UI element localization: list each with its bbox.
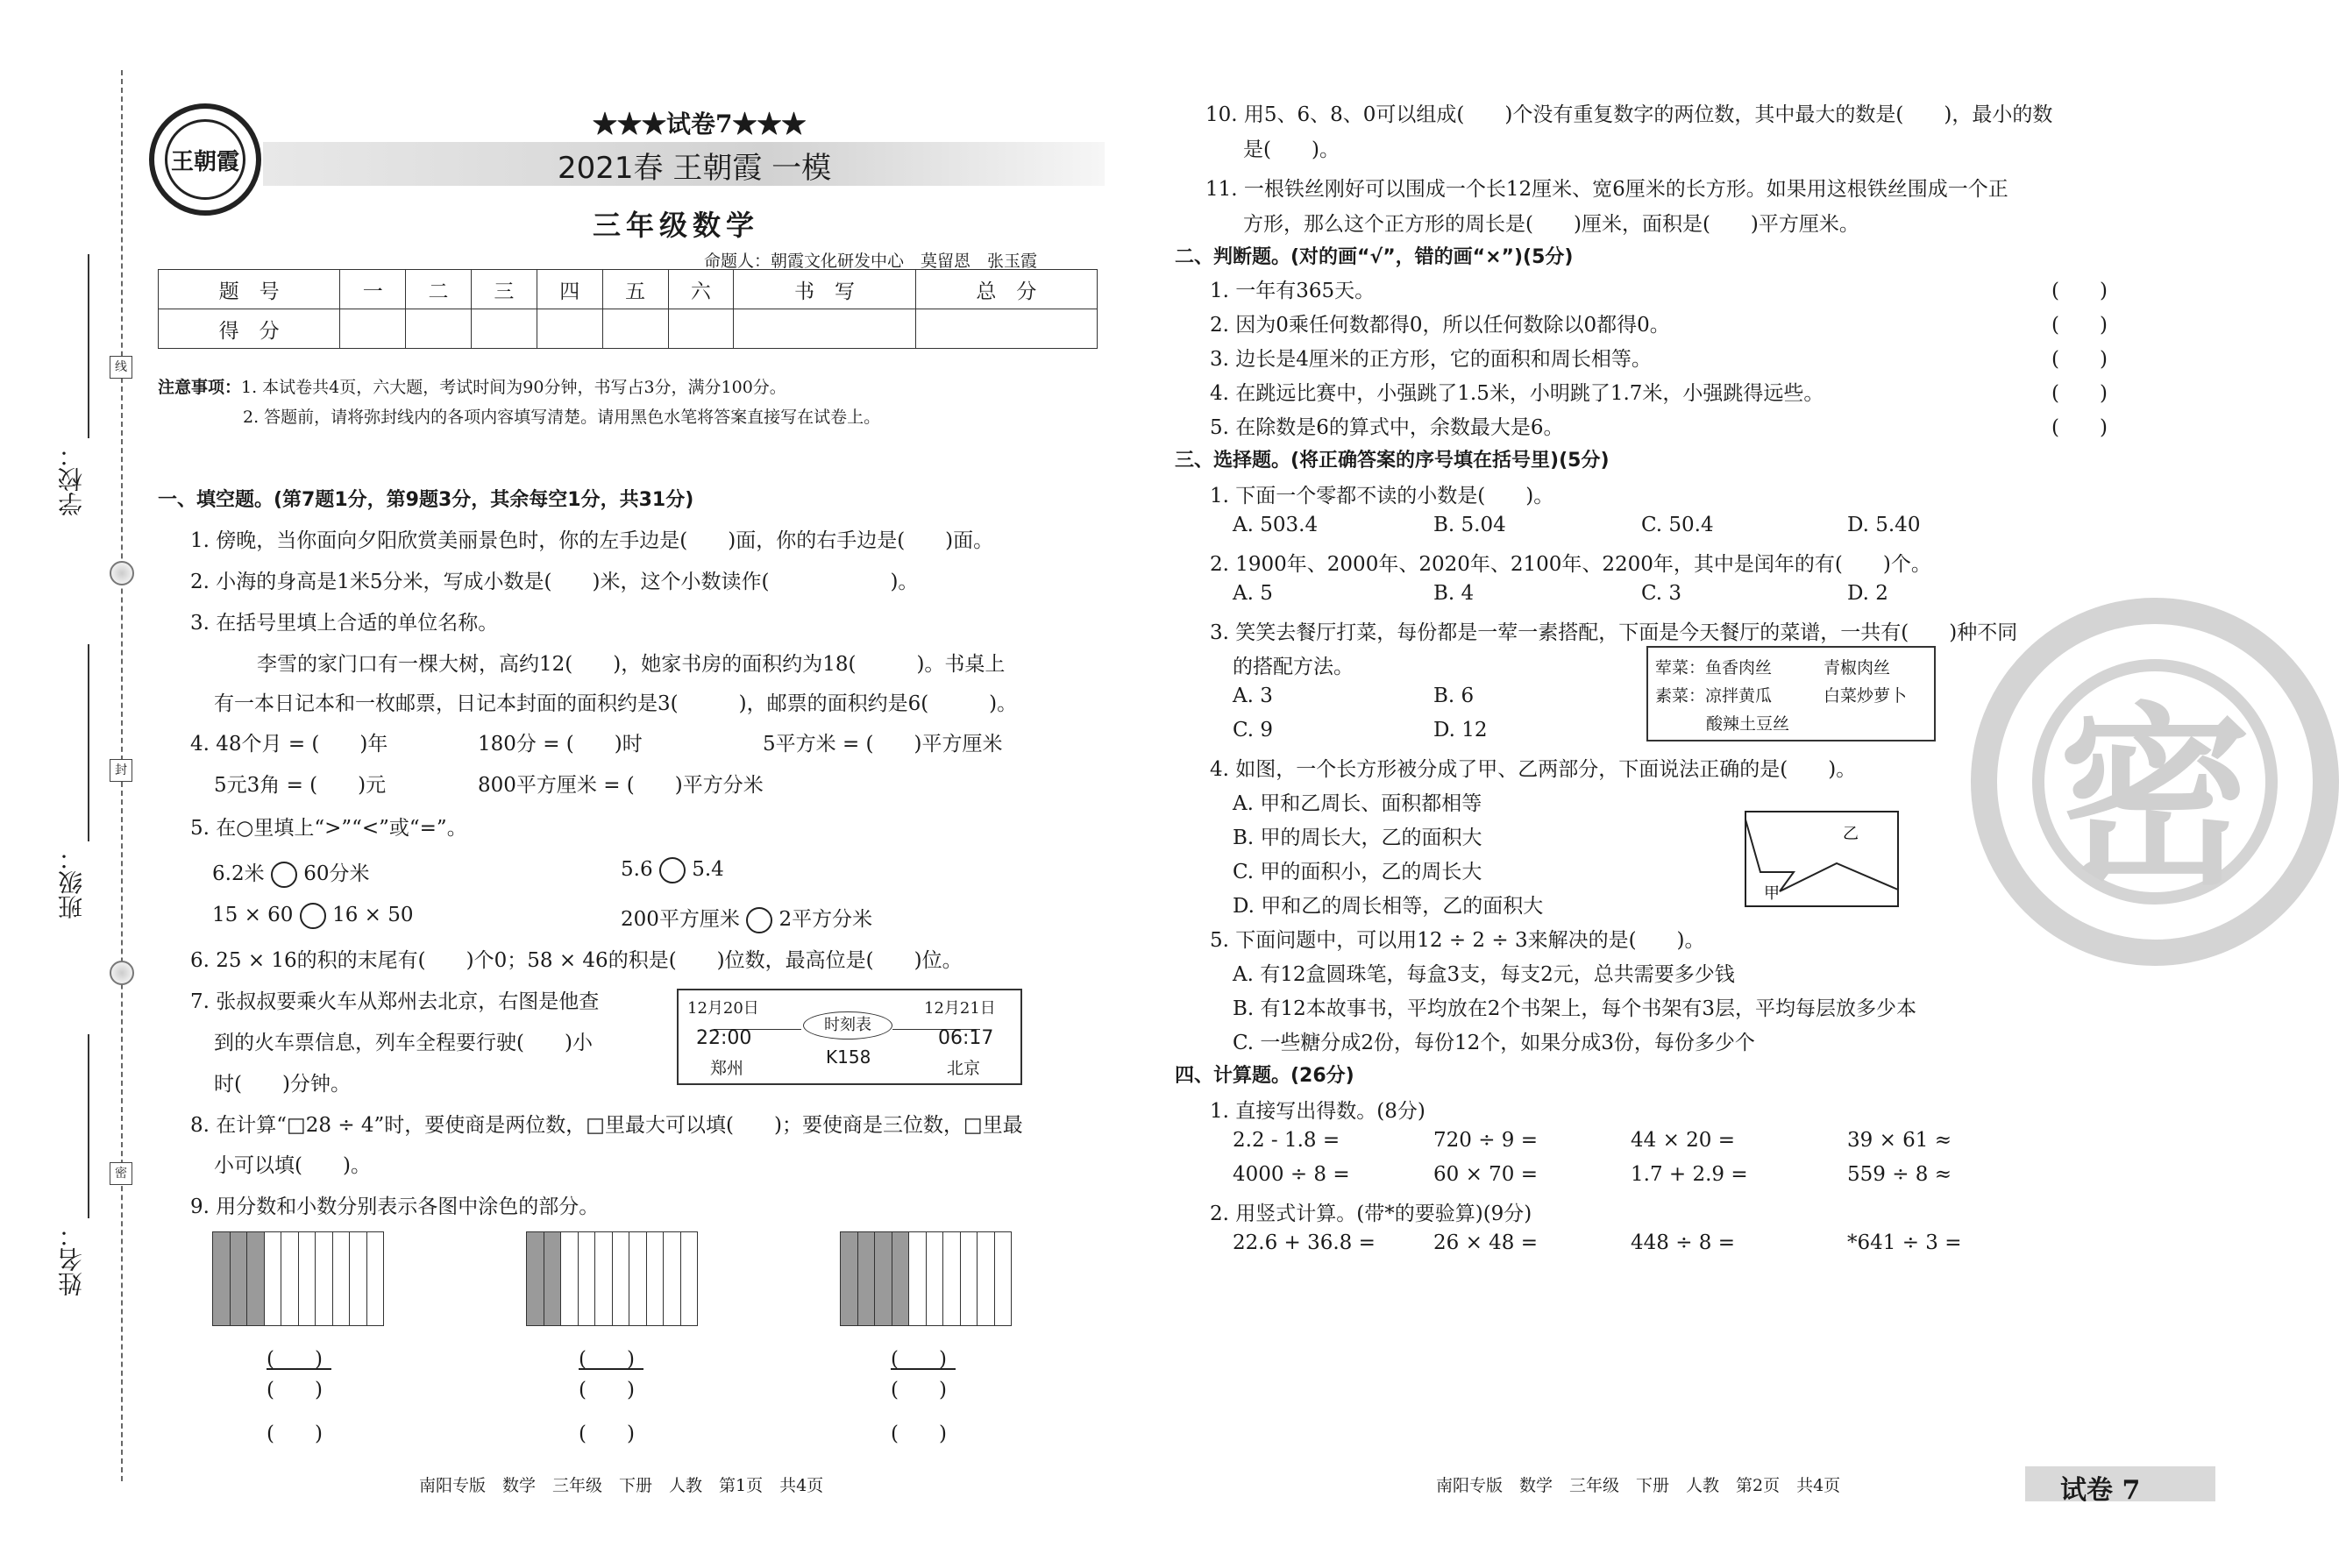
choice-question-4: 4. 如图，一个长方形被分成了甲、乙两部分，下面说法正确的是( )。 bbox=[1210, 758, 1857, 781]
school-blank[interactable] bbox=[88, 254, 89, 438]
calc-item: *641 ÷ 3 = bbox=[1847, 1231, 1962, 1254]
fraction-numerator-blank[interactable]: ( ) bbox=[267, 1348, 323, 1371]
question-4-c: 5平方米 = ( )平方厘米 bbox=[763, 733, 1003, 756]
ticket-train-no: K158 bbox=[826, 1047, 871, 1068]
judge-answer-blank[interactable]: ( ) bbox=[2051, 280, 2108, 302]
rectangle-split-figure bbox=[1745, 811, 1899, 907]
seal-mark-feng: 封 bbox=[110, 759, 132, 782]
compare-left: 5.6 bbox=[621, 858, 653, 881]
fraction-denominator-blank[interactable]: ( ) bbox=[579, 1379, 635, 1401]
notes-line-1: 1. 本试卷共4页，六大题，考试时间为90分钟，书写占3分，满分100分。 bbox=[241, 378, 786, 397]
judge-item-5: 5. 在除数是6的算式中，余数最大是6。 bbox=[1210, 416, 1564, 439]
menu-veg-3: 酸辣土豆丝 bbox=[1706, 714, 1790, 734]
score-row-label: 得 分 bbox=[159, 309, 340, 349]
choice-option: B. 4 bbox=[1433, 582, 1475, 605]
question-11-line-2: 方形，那么这个正方形的周长是( )厘米，面积是( )平方厘米。 bbox=[1243, 213, 1859, 236]
judge-item-4: 4. 在跳远比赛中，小强跳了1.5米，小明跳了1.7米，小强跳得远些。 bbox=[1210, 382, 1824, 405]
class-label: 班级： bbox=[57, 846, 86, 919]
brand-logo bbox=[149, 103, 261, 216]
question-4-e: 800平方厘米 = ( )平方分米 bbox=[478, 774, 764, 797]
calc-item: 720 ÷ 9 = bbox=[1433, 1129, 1539, 1152]
judge-item-1: 1. 一年有365天。 bbox=[1210, 280, 1376, 302]
calc-item: 22.6 + 36.8 = bbox=[1233, 1231, 1376, 1254]
question-1: 1. 傍晚，当你面向夕阳欣赏美丽景色时，你的左手边是( )面，你的右手边是( )面。 bbox=[190, 529, 994, 552]
question-3: 3. 在括号里填上合适的单位名称。 bbox=[190, 612, 499, 635]
ticket-date-2: 12月21日 bbox=[924, 999, 996, 1018]
question-5: 5. 在○里填上“>”“<”或“=”。 bbox=[190, 817, 467, 840]
score-input-cell[interactable] bbox=[734, 309, 915, 349]
choice-option: C. 一些糖分成2份，每份12个，如果分成3份，每份多少个 bbox=[1233, 1032, 1755, 1054]
compare-circle[interactable] bbox=[746, 907, 772, 933]
choice-option: C. 50.4 bbox=[1641, 514, 1714, 536]
calc-item: 2.2 - 1.8 = bbox=[1233, 1129, 1340, 1152]
choice-option: D. 2 bbox=[1847, 582, 1888, 605]
choice-option: B. 甲的周长大，乙的面积大 bbox=[1233, 827, 1482, 849]
choice-question-3-line-2: 的搭配方法。 bbox=[1233, 656, 1354, 678]
calc-item: 26 × 48 = bbox=[1433, 1231, 1539, 1254]
paper-series: ★★★试卷7★★★ bbox=[593, 110, 807, 138]
menu-meat-2: 青椒肉丝 bbox=[1824, 658, 1891, 678]
decimal-blank[interactable]: ( ) bbox=[891, 1423, 947, 1445]
fraction-numerator-blank[interactable]: ( ) bbox=[891, 1348, 947, 1371]
fraction-numerator-blank[interactable]: ( ) bbox=[579, 1348, 635, 1371]
ticket-to: 北京 bbox=[947, 1059, 981, 1078]
shaded-figure-3 bbox=[840, 1231, 1012, 1326]
choice-option: A. 甲和乙周长、面积都相等 bbox=[1233, 792, 1482, 815]
score-value-row bbox=[159, 309, 1098, 349]
compare-right: 2平方分米 bbox=[778, 908, 873, 931]
seal-mark-xian: 线 bbox=[110, 356, 132, 379]
train-ticket bbox=[677, 989, 1022, 1085]
figure-label-yi: 乙 bbox=[1843, 825, 1859, 843]
fraction-bar bbox=[891, 1368, 956, 1370]
compare-circle[interactable] bbox=[271, 862, 297, 888]
seal-mark-mi: 密 bbox=[110, 1162, 132, 1185]
fraction-denominator-blank[interactable]: ( ) bbox=[891, 1379, 947, 1401]
ticket-from: 郑州 bbox=[710, 1059, 744, 1078]
calc-item: 559 ÷ 8 ≈ bbox=[1847, 1163, 1952, 1186]
menu-box bbox=[1646, 646, 1936, 741]
class-blank[interactable] bbox=[88, 644, 89, 841]
exam-title: 2021春 王朝霞 一模 bbox=[558, 151, 832, 186]
choice-option: A. 3 bbox=[1233, 685, 1273, 707]
footer-paper-mark: 试卷 7 bbox=[2060, 1475, 2141, 1506]
subject-title: 三年级数学 bbox=[593, 209, 760, 242]
shaded-figure-1 bbox=[212, 1231, 384, 1326]
question-2: 2. 小海的身高是1米5分米，写成小数是( )米，这个小数读作( )。 bbox=[190, 571, 919, 593]
choice-question-2: 2. 1900年、2000年、2020年、2100年、2200年，其中是闰年的有( )个。 bbox=[1210, 553, 1931, 576]
judge-answer-blank[interactable]: ( ) bbox=[2051, 416, 2108, 439]
score-cell: 六 bbox=[668, 270, 734, 309]
name-label: 姓名： bbox=[57, 1223, 86, 1296]
calc-item: 448 ÷ 8 = bbox=[1631, 1231, 1736, 1254]
choice-option: A. 有12盒圆珠笔，每盒3支，每支2元，总共需要多少钱 bbox=[1233, 963, 1735, 986]
score-table bbox=[158, 269, 1098, 349]
score-input-cell[interactable] bbox=[915, 309, 1097, 349]
fraction-bar bbox=[579, 1368, 643, 1370]
decimal-blank[interactable]: ( ) bbox=[579, 1423, 635, 1445]
shaded-figure-2 bbox=[526, 1231, 698, 1326]
footer-right: 南阳专版 数学 三年级 下册 人教 第2页 共4页 bbox=[1436, 1476, 1841, 1495]
judge-answer-blank[interactable]: ( ) bbox=[2051, 348, 2108, 371]
score-input-cell[interactable] bbox=[602, 309, 668, 349]
calc-item: 60 × 70 = bbox=[1433, 1163, 1539, 1186]
choice-option: A. 503.4 bbox=[1233, 514, 1319, 536]
question-4-a: 4. 48个月 = ( )年 bbox=[190, 733, 388, 756]
part1-heading: 一、填空题。(第7题1分，第9题3分，其余每空1分，共31分) bbox=[158, 489, 694, 511]
notes-label: 注意事项： bbox=[158, 378, 242, 397]
score-cell: 三 bbox=[471, 270, 537, 309]
choice-option: C. 甲的面积小，乙的周长大 bbox=[1233, 861, 1482, 883]
compare-right: 16 × 50 bbox=[332, 904, 414, 926]
ticket-arrive-time: 06:17 bbox=[938, 1027, 994, 1049]
part2-heading: 二、判断题。(对的画“√”，错的画“×”)(5分) bbox=[1175, 246, 1574, 268]
score-input-cell[interactable] bbox=[537, 309, 602, 349]
judge-item-3: 3. 边长是4厘米的正方形，它的面积和周长相等。 bbox=[1210, 348, 1652, 371]
score-header-row bbox=[159, 270, 1098, 309]
question-3-passage-1: 李雪的家门口有一棵大树，高约12( )，她家书房的面积约为18( )。书桌上 bbox=[257, 653, 1006, 676]
fraction-bar bbox=[267, 1368, 331, 1370]
compare-circle[interactable] bbox=[300, 903, 326, 929]
binding-hole-icon bbox=[110, 561, 134, 585]
calc-section-2: 2. 用竖式计算。(带*的要验算)(9分) bbox=[1210, 1203, 1532, 1225]
notes-line-2: 2. 答题前，请将弥封线内的各项内容填写清楚。请用黑色水笔将答案直接写在试卷上。 bbox=[243, 408, 881, 427]
question-10-line-2: 是( )。 bbox=[1243, 138, 1340, 161]
watermark-char: 密 bbox=[2058, 686, 2251, 911]
compare-circle[interactable] bbox=[659, 857, 686, 883]
part4-heading: 四、计算题。(26分) bbox=[1175, 1065, 1354, 1087]
calc-item: 1.7 + 2.9 = bbox=[1631, 1163, 1748, 1186]
choice-option: B. 有12本故事书，平均放在2个书架上，每个书架有3层，平均每层放多少本 bbox=[1233, 997, 1917, 1020]
score-cell: 二 bbox=[406, 270, 472, 309]
ticket-depart-time: 22:00 bbox=[696, 1027, 752, 1049]
choice-question-1: 1. 下面一个零都不读的小数是( )。 bbox=[1210, 485, 1554, 507]
compare-right: 60分米 bbox=[303, 862, 370, 885]
judge-answer-blank[interactable]: ( ) bbox=[2051, 382, 2108, 405]
score-input-cell[interactable] bbox=[406, 309, 472, 349]
score-input-cell[interactable] bbox=[471, 309, 537, 349]
question-8-line-1: 8. 在计算“□28 ÷ 4”时，要使商是两位数，□里最大可以填( )；要使商是三位数，□里最 bbox=[190, 1114, 1023, 1137]
ticket-date-1: 12月20日 bbox=[687, 999, 759, 1018]
question-7-line-1: 7. 张叔叔要乘火车从郑州去北京，右图是他查 bbox=[190, 990, 600, 1013]
choice-option: B. 6 bbox=[1433, 685, 1475, 707]
question-6: 6. 25 × 16的积的末尾有( )个0；58 × 46的积是( )位数，最高位是( )位。 bbox=[190, 949, 963, 972]
question-4-b: 180分 = ( )时 bbox=[478, 733, 643, 756]
compare-right: 5.4 bbox=[692, 858, 724, 881]
logo-text: 王朝霞 bbox=[170, 148, 239, 175]
part3-heading: 三、选择题。(将正确答案的序号填在括号里)(5分) bbox=[1175, 450, 1610, 472]
watermark-stamp bbox=[1971, 598, 2339, 966]
fraction-denominator-blank[interactable]: ( ) bbox=[267, 1379, 323, 1401]
authors-line: 命题人：朝霞文化研发中心 莫留恩 张玉霞 bbox=[704, 252, 1038, 271]
footer-left: 南阳专版 数学 三年级 下册 人教 第1页 共4页 bbox=[419, 1476, 824, 1495]
question-3-passage-2: 有一本日记本和一枚邮票，日记本封面的面积约是3( )，邮票的面积约是6( )。 bbox=[214, 692, 1018, 715]
question-8-line-2: 小可以填( )。 bbox=[214, 1154, 371, 1177]
calc-item: 39 × 61 ≈ bbox=[1847, 1129, 1952, 1152]
calc-section-1: 1. 直接写出得数。(8分) bbox=[1210, 1100, 1425, 1123]
score-input-cell[interactable] bbox=[668, 309, 734, 349]
menu-veg-2: 白菜炒萝卜 bbox=[1824, 686, 1908, 706]
compare-left: 200平方厘米 bbox=[621, 908, 740, 931]
score-cell: 书 写 bbox=[734, 270, 915, 309]
choice-option: B. 5.04 bbox=[1433, 514, 1506, 536]
figure-label-jia: 甲 bbox=[1764, 884, 1780, 903]
score-cell: 五 bbox=[602, 270, 668, 309]
score-cell: 四 bbox=[537, 270, 602, 309]
ticket-label: 时刻表 bbox=[803, 1011, 892, 1039]
menu-meat-1: 荤菜：鱼香肉丝 bbox=[1655, 658, 1773, 678]
question-7-line-2: 到的火车票信息，列车全程要行驶( )小 bbox=[214, 1032, 593, 1054]
decimal-blank[interactable]: ( ) bbox=[267, 1423, 323, 1445]
question-4-d: 5元3角 = ( )元 bbox=[214, 774, 387, 797]
school-label: 学校： bbox=[57, 443, 86, 516]
choice-option: C. 3 bbox=[1641, 582, 1682, 605]
choice-question-3-line-1: 3. 笑笑去餐厅打菜，每份都是一荤一素搭配，下面是今天餐厅的菜谱，一共有( )种不同 bbox=[1210, 621, 2018, 644]
score-cell: 总 分 bbox=[915, 270, 1097, 309]
score-cell: 题 号 bbox=[159, 270, 340, 309]
score-input-cell[interactable] bbox=[340, 309, 406, 349]
choice-option: D. 甲和乙的周长相等，乙的面积大 bbox=[1233, 895, 1544, 918]
question-11-line-1: 11. 一根铁丝刚好可以围成一个长12厘米、宽6厘米的长方形。如果用这根铁丝围成一个正 bbox=[1205, 178, 2008, 201]
compare-left: 15 × 60 bbox=[212, 904, 294, 926]
judge-item-2: 2. 因为0乘任何数都得0，所以任何数除以0都得0。 bbox=[1210, 314, 1670, 337]
question-9: 9. 用分数和小数分别表示各图中涂色的部分。 bbox=[190, 1196, 600, 1218]
compare-left: 6.2米 bbox=[212, 862, 265, 885]
calc-item: 44 × 20 = bbox=[1631, 1129, 1736, 1152]
score-cell: 一 bbox=[340, 270, 406, 309]
question-10-line-1: 10. 用5、6、8、0可以组成( )个没有重复数字的两位数，其中最大的数是( )，最小的数 bbox=[1205, 103, 2053, 126]
choice-option: D. 5.40 bbox=[1847, 514, 1921, 536]
question-7-line-3: 时( )分钟。 bbox=[214, 1073, 351, 1096]
name-blank[interactable] bbox=[88, 1034, 89, 1218]
choice-option: D. 12 bbox=[1433, 719, 1488, 741]
choice-option: A. 5 bbox=[1233, 582, 1273, 605]
choice-question-5: 5. 下面问题中，可以用12 ÷ 2 ÷ 3来解决的是( )。 bbox=[1210, 929, 1705, 952]
calc-item: 4000 ÷ 8 = bbox=[1233, 1163, 1350, 1186]
binding-hole-icon bbox=[110, 961, 134, 985]
menu-veg-1: 素菜：凉拌黄瓜 bbox=[1655, 686, 1773, 706]
choice-option: C. 9 bbox=[1233, 719, 1274, 741]
judge-answer-blank[interactable]: ( ) bbox=[2051, 314, 2108, 337]
